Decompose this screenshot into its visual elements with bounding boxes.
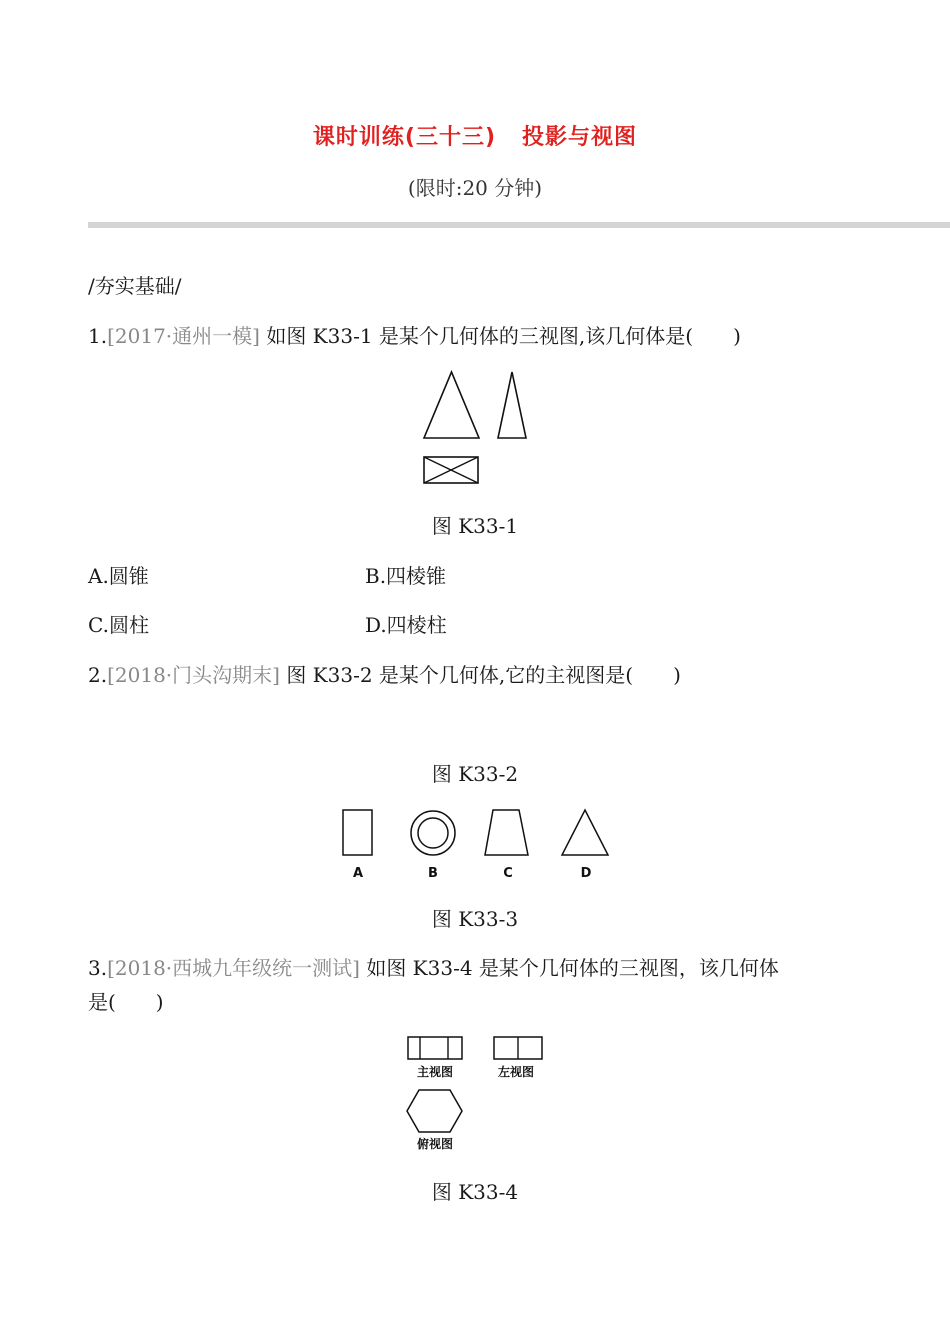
choice-a[interactable]	[343, 810, 372, 881]
question-source: [2018·西城九年级统一测试]	[107, 956, 360, 980]
question-text: 如图 K33-4 是某个几何体的三视图，该几何体	[366, 956, 779, 980]
title-lesson: 课时训练(三十三)	[312, 125, 497, 150]
question-source: [2017·通州一模]	[107, 324, 260, 348]
page-title	[0, 120, 950, 151]
hexagon-shape	[407, 1090, 462, 1132]
side-view-triangle	[498, 372, 526, 438]
choice-label: D	[580, 866, 592, 881]
figure-caption: 图 K33-3	[431, 907, 519, 931]
choice-label: C	[503, 866, 513, 881]
triangle-shape	[562, 810, 608, 855]
option-d[interactable]: D.四棱柱	[365, 613, 447, 637]
rectangle-shape	[343, 810, 372, 855]
question-number: 1.	[88, 324, 108, 348]
question-3	[88, 952, 779, 981]
figure-caption: 图 K33-2	[431, 762, 519, 786]
option-a[interactable]: A.圆锥	[88, 564, 149, 588]
left-view	[494, 1037, 542, 1079]
choice-d[interactable]	[562, 810, 608, 881]
choice-c[interactable]	[485, 810, 528, 881]
choice-label: A	[352, 866, 364, 881]
option-b[interactable]: B.四棱锥	[365, 564, 447, 588]
top-view	[407, 1090, 462, 1151]
choice-b[interactable]	[411, 811, 455, 881]
front-view-label: 主视图	[416, 1065, 454, 1079]
top-view-label: 俯视图	[416, 1137, 454, 1151]
section-label: /夯实基础/	[88, 274, 182, 298]
question-text: 如图 K33-1 是某个几何体的三视图,该几何体是( )	[266, 324, 741, 348]
divider	[88, 222, 950, 228]
figure-k33-1	[415, 365, 535, 490]
inner-circle	[418, 818, 448, 848]
time-limit: (限时:20 分钟)	[407, 176, 543, 200]
choice-label: B	[428, 866, 438, 881]
question-1	[88, 320, 741, 349]
front-view-triangle	[424, 372, 479, 438]
question-2	[88, 659, 681, 688]
question-number: 3.	[88, 956, 108, 980]
title-topic: 投影与视图	[522, 125, 638, 150]
figure-k33-4	[400, 1030, 550, 1160]
question-text-continued: 是( )	[88, 990, 164, 1014]
figure-caption: 图 K33-1	[431, 514, 519, 538]
question-source: [2018·门头沟期末]	[107, 663, 280, 687]
question-number: 2.	[88, 663, 108, 687]
trapezoid-shape	[485, 810, 528, 855]
front-view	[408, 1037, 462, 1079]
figure-caption: 图 K33-4	[431, 1180, 519, 1204]
figure-k33-3	[330, 800, 620, 885]
front-view-outline	[408, 1037, 462, 1059]
left-view-label: 左视图	[497, 1065, 535, 1079]
question-text: 图 K33-2 是某个几何体,它的主视图是( )	[286, 663, 681, 687]
option-c[interactable]: C.圆柱	[88, 613, 149, 637]
